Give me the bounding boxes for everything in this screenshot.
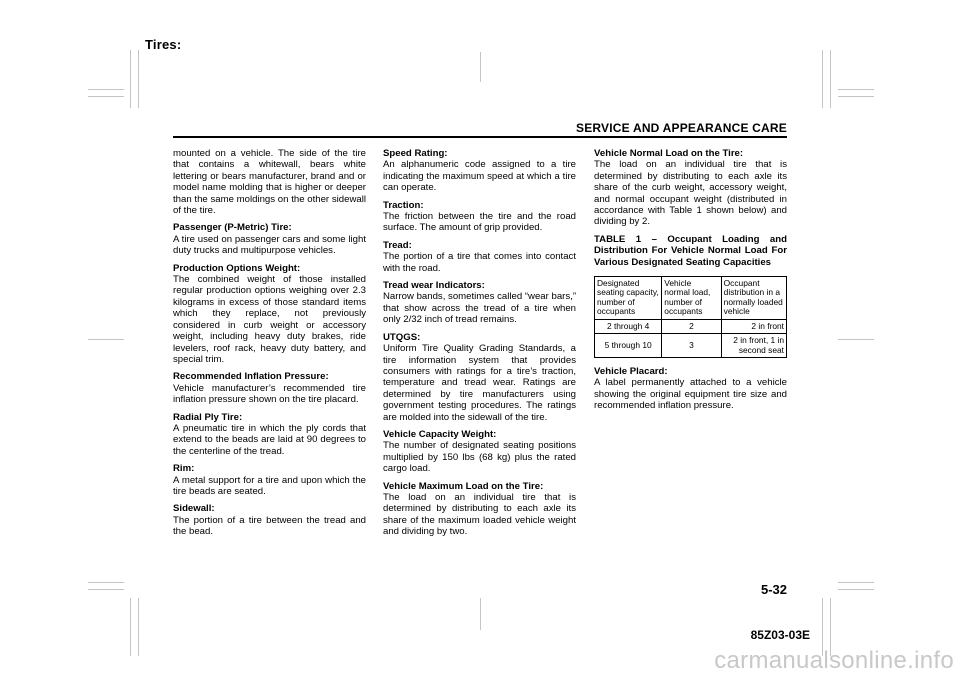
table-header-cell: Designated seating capacity, number of occupants xyxy=(595,277,662,320)
glossary-definition: The portion of a tire that comes into contact with the road. xyxy=(383,251,576,274)
glossary-entry xyxy=(383,148,576,194)
text-column-1 xyxy=(173,148,366,544)
table-cell: 2 through 4 xyxy=(595,319,662,333)
glossary-term: Sidewall: xyxy=(173,503,215,515)
glossary-definition: The load on an individual tire that is determined by distributing to each axle its share of the maximum loaded vehicle weight and dividing by two. xyxy=(383,491,576,538)
glossary-definition: The load on an individual tire that is determined by distributing to each axle its share of the curb weight, accessory weight, and normal occupant weight (distributed in accordance with Table 1 shown below) and dividing by 2. xyxy=(594,159,787,228)
glossary-entry xyxy=(173,222,366,256)
glossary-term: Tread: xyxy=(383,239,412,251)
table-caption: TABLE 1 – Occupant Loading and Distribution For Vehicle Normal Load For Various Designated Seating Capacities xyxy=(594,233,787,268)
glossary-definition: The friction between the tire and the road surface. The amount of grip provided. xyxy=(383,211,576,234)
table-cell: 2 in front xyxy=(721,319,786,333)
glossary-term: Radial Ply Tire: xyxy=(173,411,243,423)
text-column-2 xyxy=(383,148,576,544)
table-row xyxy=(595,334,787,358)
crop-mark xyxy=(130,598,131,656)
crop-mark xyxy=(130,50,131,108)
table-header-row xyxy=(595,277,787,320)
crop-mark xyxy=(88,582,124,583)
crop-mark xyxy=(830,50,831,108)
header-rule xyxy=(173,136,787,138)
glossary-term: Vehicle Normal Load on the Tire: xyxy=(594,148,744,159)
glossary-entry xyxy=(383,332,576,423)
glossary-entry xyxy=(173,503,366,537)
glossary-term: Vehicle Placard: xyxy=(594,365,668,377)
glossary-entry xyxy=(173,371,366,405)
glossary-definition: A label permanently attached to a vehicle showing the original equipment tire size and recommended inflation pressure. xyxy=(594,377,787,412)
watermark-text: carmanualsonline.info xyxy=(714,647,954,674)
crop-mark xyxy=(838,339,874,340)
glossary-entry xyxy=(173,263,366,366)
glossary-term: Tread wear Indicators: xyxy=(383,280,485,292)
crop-mark xyxy=(838,89,874,90)
crop-mark xyxy=(480,52,481,82)
crop-mark xyxy=(88,89,124,90)
table-row xyxy=(595,319,787,333)
glossary-definition: The number of designated seating positions multiplied by 150 lbs (68 kg) plus the rated cargo load. xyxy=(383,440,576,475)
glossary-entry xyxy=(383,280,576,326)
glossary-definition: Narrow bands, sometimes called “wear bars,” that show across the tread of a tire when only 2/32 inch of tread remains. xyxy=(383,291,577,326)
glossary-definition: A metal support for a tire and upon which the tire beads are seated. xyxy=(173,474,366,497)
glossary-term: Rim: xyxy=(173,463,195,475)
glossary-term: UTQGS: xyxy=(383,331,421,343)
table-header-cell: Vehicle normal load, number of occupants xyxy=(662,277,721,320)
table-cell: 2 xyxy=(662,319,721,333)
glossary-term: Traction: xyxy=(383,199,424,211)
crop-mark xyxy=(838,589,874,590)
table-cell: 3 xyxy=(662,334,721,358)
glossary-term: Production Options Weight: xyxy=(173,262,301,274)
intro-paragraph: mounted on a vehicle. The side of the tire that contains a whitewall, bears white lettering or bears manufacturer, brand and or model name molding that is higher or deeper than the same moldings on the other sidewall of the tire. xyxy=(173,148,366,217)
crop-mark xyxy=(838,582,874,583)
table-cell: 5 through 10 xyxy=(595,334,662,358)
glossary-entry xyxy=(594,148,787,228)
crop-mark xyxy=(480,598,481,630)
crop-mark xyxy=(838,96,874,97)
crop-mark xyxy=(88,589,124,590)
crop-mark xyxy=(138,598,139,656)
document-code: 85Z03-03E xyxy=(750,628,810,642)
page-header-title: Tires: xyxy=(145,37,182,52)
glossary-term: Vehicle Capacity Weight: xyxy=(383,428,497,440)
occupant-loading-table xyxy=(594,276,787,358)
glossary-entry xyxy=(383,429,576,475)
crop-mark xyxy=(88,96,124,97)
glossary-term: Recommended Inflation Pressure: xyxy=(173,371,329,383)
section-title: SERVICE AND APPEARANCE CARE xyxy=(576,121,787,135)
glossary-entry xyxy=(173,463,366,497)
glossary-term: Passenger (P-Metric) Tire: xyxy=(173,222,292,234)
glossary-term: Vehicle Maximum Load on the Tire: xyxy=(383,480,544,492)
glossary-entry xyxy=(383,200,576,234)
glossary-definition: An alphanumeric code assigned to a tire indicating the maximum speed at which a tire can operate. xyxy=(383,159,576,194)
text-column-3 xyxy=(594,148,787,418)
glossary-term: Speed Rating: xyxy=(383,148,448,159)
crop-mark xyxy=(138,50,139,108)
table-cell: 2 in front, 1 in second seat xyxy=(721,334,786,358)
glossary-definition: The portion of a tire between the tread and the bead. xyxy=(173,514,366,538)
glossary-entry xyxy=(383,481,576,538)
crop-mark xyxy=(822,50,823,108)
glossary-definition: Uniform Tire Quality Grading Standards, a tire information system that provides consumers with ratings for a tire’s traction, temperature and tread wear. Ratings are determined by tire manufacturers using government testing procedures. The ratings are molded into the sidewall of the tire. xyxy=(383,343,576,423)
table-header-cell: Occupant distribution in a normally loaded vehicle xyxy=(721,277,786,320)
glossary-entry xyxy=(594,366,787,412)
glossary-definition: A pneumatic tire in which the ply cords that extend to the beads are laid at 90 degrees to the centerline of the tread. xyxy=(173,422,366,457)
glossary-definition: The combined weight of those installed regular production options weighing over 2.3 kilograms in excess of those standard items which they replace, not previously considered in curb weight or accessory weight, including heavy duty brakes, ride levelers, roof rack, heavy duty battery, and special trim. xyxy=(173,274,366,365)
glossary-entry xyxy=(383,240,576,274)
page-number: 5-32 xyxy=(760,582,787,597)
glossary-definition: A tire used on passenger cars and some light duty trucks and multipurpose vehicles. xyxy=(173,233,366,257)
glossary-definition: Vehicle manufacturer’s recommended tire inflation pressure shown on the tire placard. xyxy=(173,382,366,406)
glossary-entry xyxy=(173,412,366,458)
crop-mark xyxy=(88,339,124,340)
